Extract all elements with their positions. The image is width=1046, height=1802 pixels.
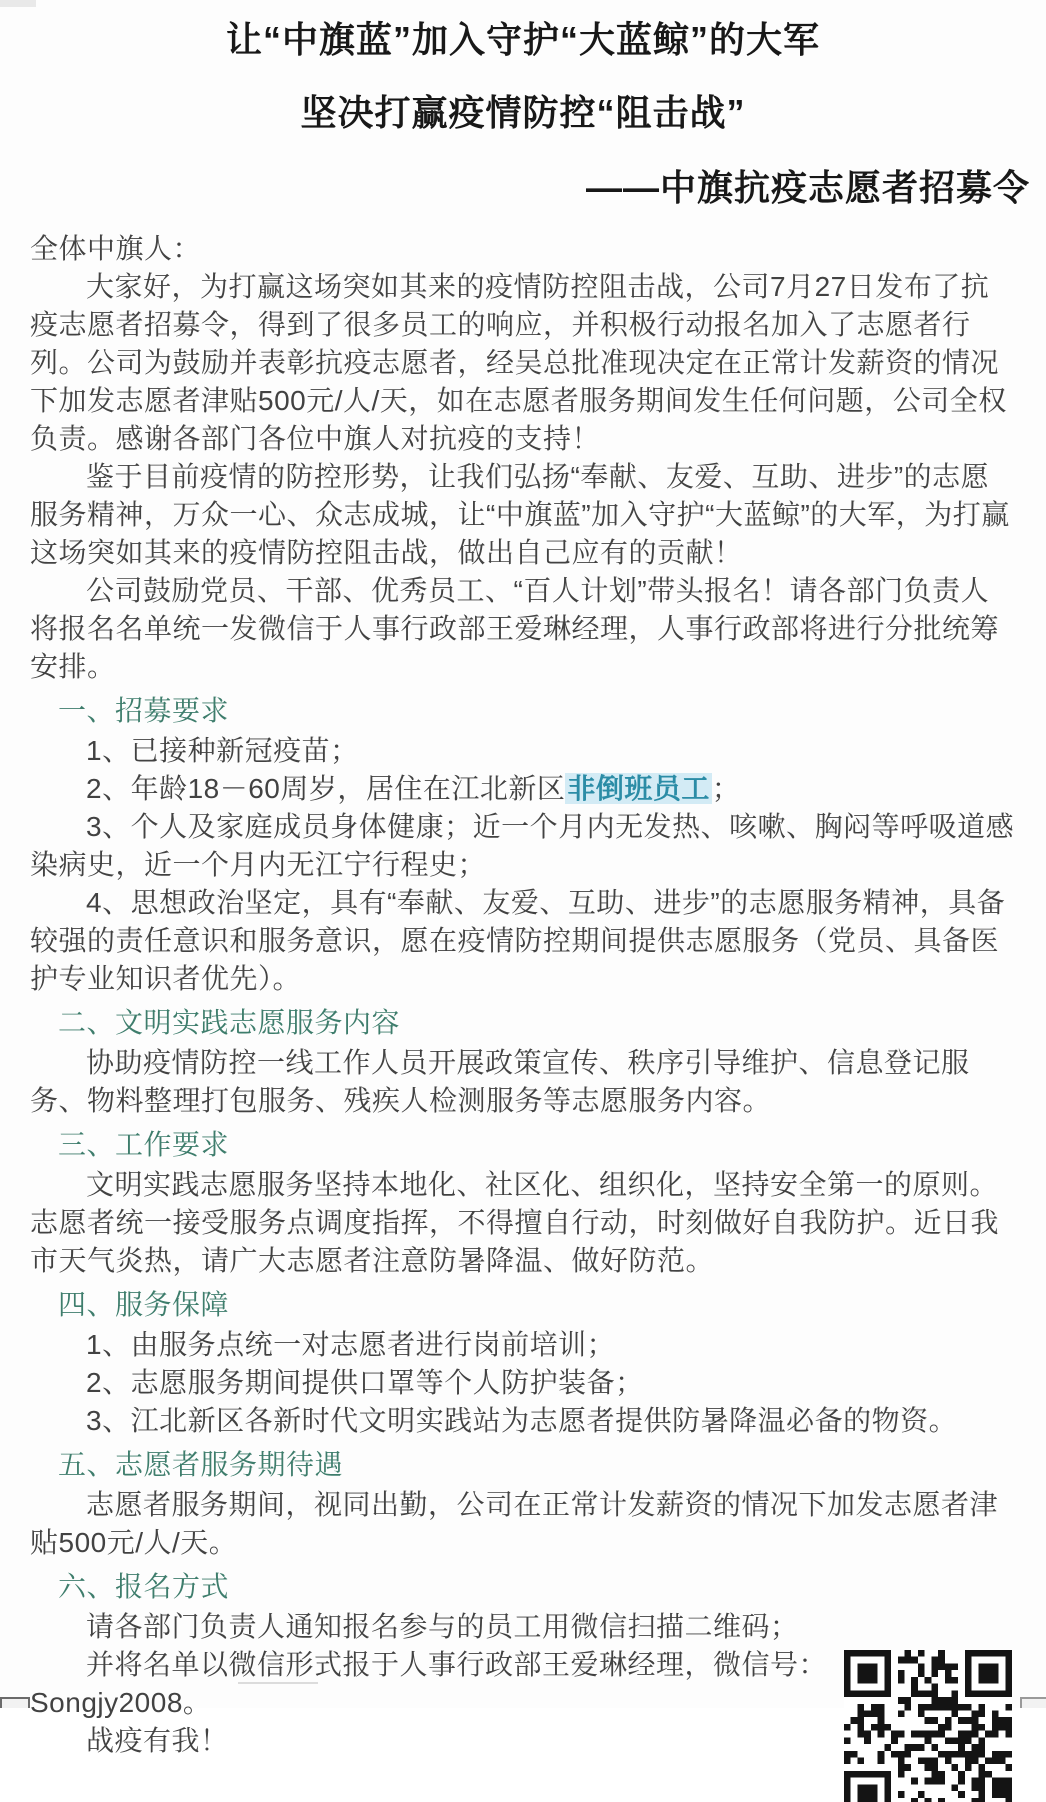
- list-item-vaccine: 1、已接种新冠疫苗；: [86, 734, 359, 766]
- scan-artifact-bottom-left: [0, 1697, 30, 1708]
- paragraph-intro: 大家好，为打赢这场突如其来的疫情防控阻击战，公司7月27日发布了抗疫志愿者招募令，得到了很多员工的响应，并积极行动报名加入了志愿者行列。公司为鼓励并表彰抗疫志愿者，经吴总批准现决定在正常计发薪资的情况下加发志愿者津贴500元/人/天，如在志愿者服务期间发生任何问题，公司全权负责。感谢各部门各位中旗人对抗疫的支持！: [30, 270, 1007, 454]
- section-heading-4-service-guarantee: 四、服务保障: [58, 1288, 230, 1320]
- list-item-age-pre: 2、年龄18－60周岁，居住在江北新区: [86, 772, 566, 804]
- list-item-age: [30, 770, 1016, 808]
- section-heading-2-service-content: 二、文明实践志愿服务内容: [58, 1006, 401, 1038]
- list-item-age-post: ；: [711, 772, 741, 804]
- paragraph-closing: 战疫有我！: [86, 1724, 229, 1756]
- section-heading-5-volunteer-benefits: 五、志愿者服务期待遇: [58, 1448, 344, 1480]
- paragraph-wechat-id: 并将名单以微信形式报于人事行政部王爱琳经理，微信号：Songjy2008。: [30, 1648, 828, 1718]
- highlight-non-shift-staff: 非倒班员工: [567, 772, 710, 804]
- byline: ——中旗抗疫志愿者招募令: [585, 167, 1030, 209]
- list-item-ppe: 2、志愿服务期间提供口罩等个人防护装备；: [86, 1366, 644, 1398]
- paragraph-spirit: 鉴于目前疫情的防控形势，让我们弘扬“奉献、友爱、互助、进步”的志愿服务精神，万众一心、众志成城，让“中旗蓝”加入守护“大蓝鲸”的大军，为打赢这场突如其来的疫情防控阻击战，做出自己应有的贡献！: [30, 460, 1010, 568]
- paragraph-signup-flow: 公司鼓励党员、干部、优秀员工、“百人计划”带头报名！请各部门负责人将报名名单统一发微信于人事行政部王爱琳经理，人事行政部将进行分批统筹安排。: [30, 574, 1000, 682]
- paragraph-benefits: 志愿者服务期间，视同出勤，公司在正常计发薪资的情况下加发志愿者津贴500元/人/天。: [30, 1488, 999, 1558]
- paragraph-service-content: 协助疫情防控一线工作人员开展政策宣传、秩序引导维护、信息登记服务、物料整理打包服务、残疾人检测服务等志愿服务内容。: [30, 1046, 970, 1116]
- scan-artifact-bottom-right: [1020, 1697, 1046, 1708]
- salutation: 全体中旗人：: [30, 232, 202, 264]
- list-item-health: 3、个人及家庭成员身体健康；近一个月内无发热、咳嗽、胸闷等呼吸道感染病史，近一个月内无江宁行程史；: [30, 810, 1015, 880]
- section-heading-1-recruit-requirements: 一、招募要求: [58, 694, 230, 726]
- paragraph-work-requirements: 文明实践志愿服务坚持本地化、社区化、组织化，坚持安全第一的原则。志愿者统一接受服务点调度指挥，不得擅自行动，时刻做好自我防护。近日我市天气炎热，请广大志愿者注意防暑降温、做好防范。: [30, 1168, 1000, 1276]
- section-heading-3-work-requirements: 三、工作要求: [58, 1128, 230, 1160]
- document-body: [30, 230, 1016, 1760]
- list-item-supplies: 3、江北新区各新时代文明实践站为志愿者提供防暑降温必备的物资。: [86, 1404, 958, 1436]
- list-item-political: 4、思想政治坚定，具有“奉献、友爱、互助、进步”的志愿服务精神，具备较强的责任意识和服务意识，愿在疫情防控期间提供志愿服务（党员、具备医护专业知识者优先）。: [30, 886, 1006, 994]
- scan-artifact-top-left: [0, 0, 36, 7]
- list-item-training: 1、由服务点统一对志愿者进行岗前培训；: [86, 1328, 616, 1360]
- qr-code: [844, 1650, 1012, 1802]
- section-heading-6-signup-method: 六、报名方式: [58, 1570, 230, 1602]
- page-title-line2: 坚决打赢疫情防控“阻击战”: [300, 92, 746, 134]
- page-title-line1: 让“中旗蓝”加入守护“大蓝鲸”的大军: [225, 19, 820, 60]
- paragraph-scan-qr: 请各部门负责人通知报名参与的员工用微信扫描二维码；: [86, 1610, 799, 1642]
